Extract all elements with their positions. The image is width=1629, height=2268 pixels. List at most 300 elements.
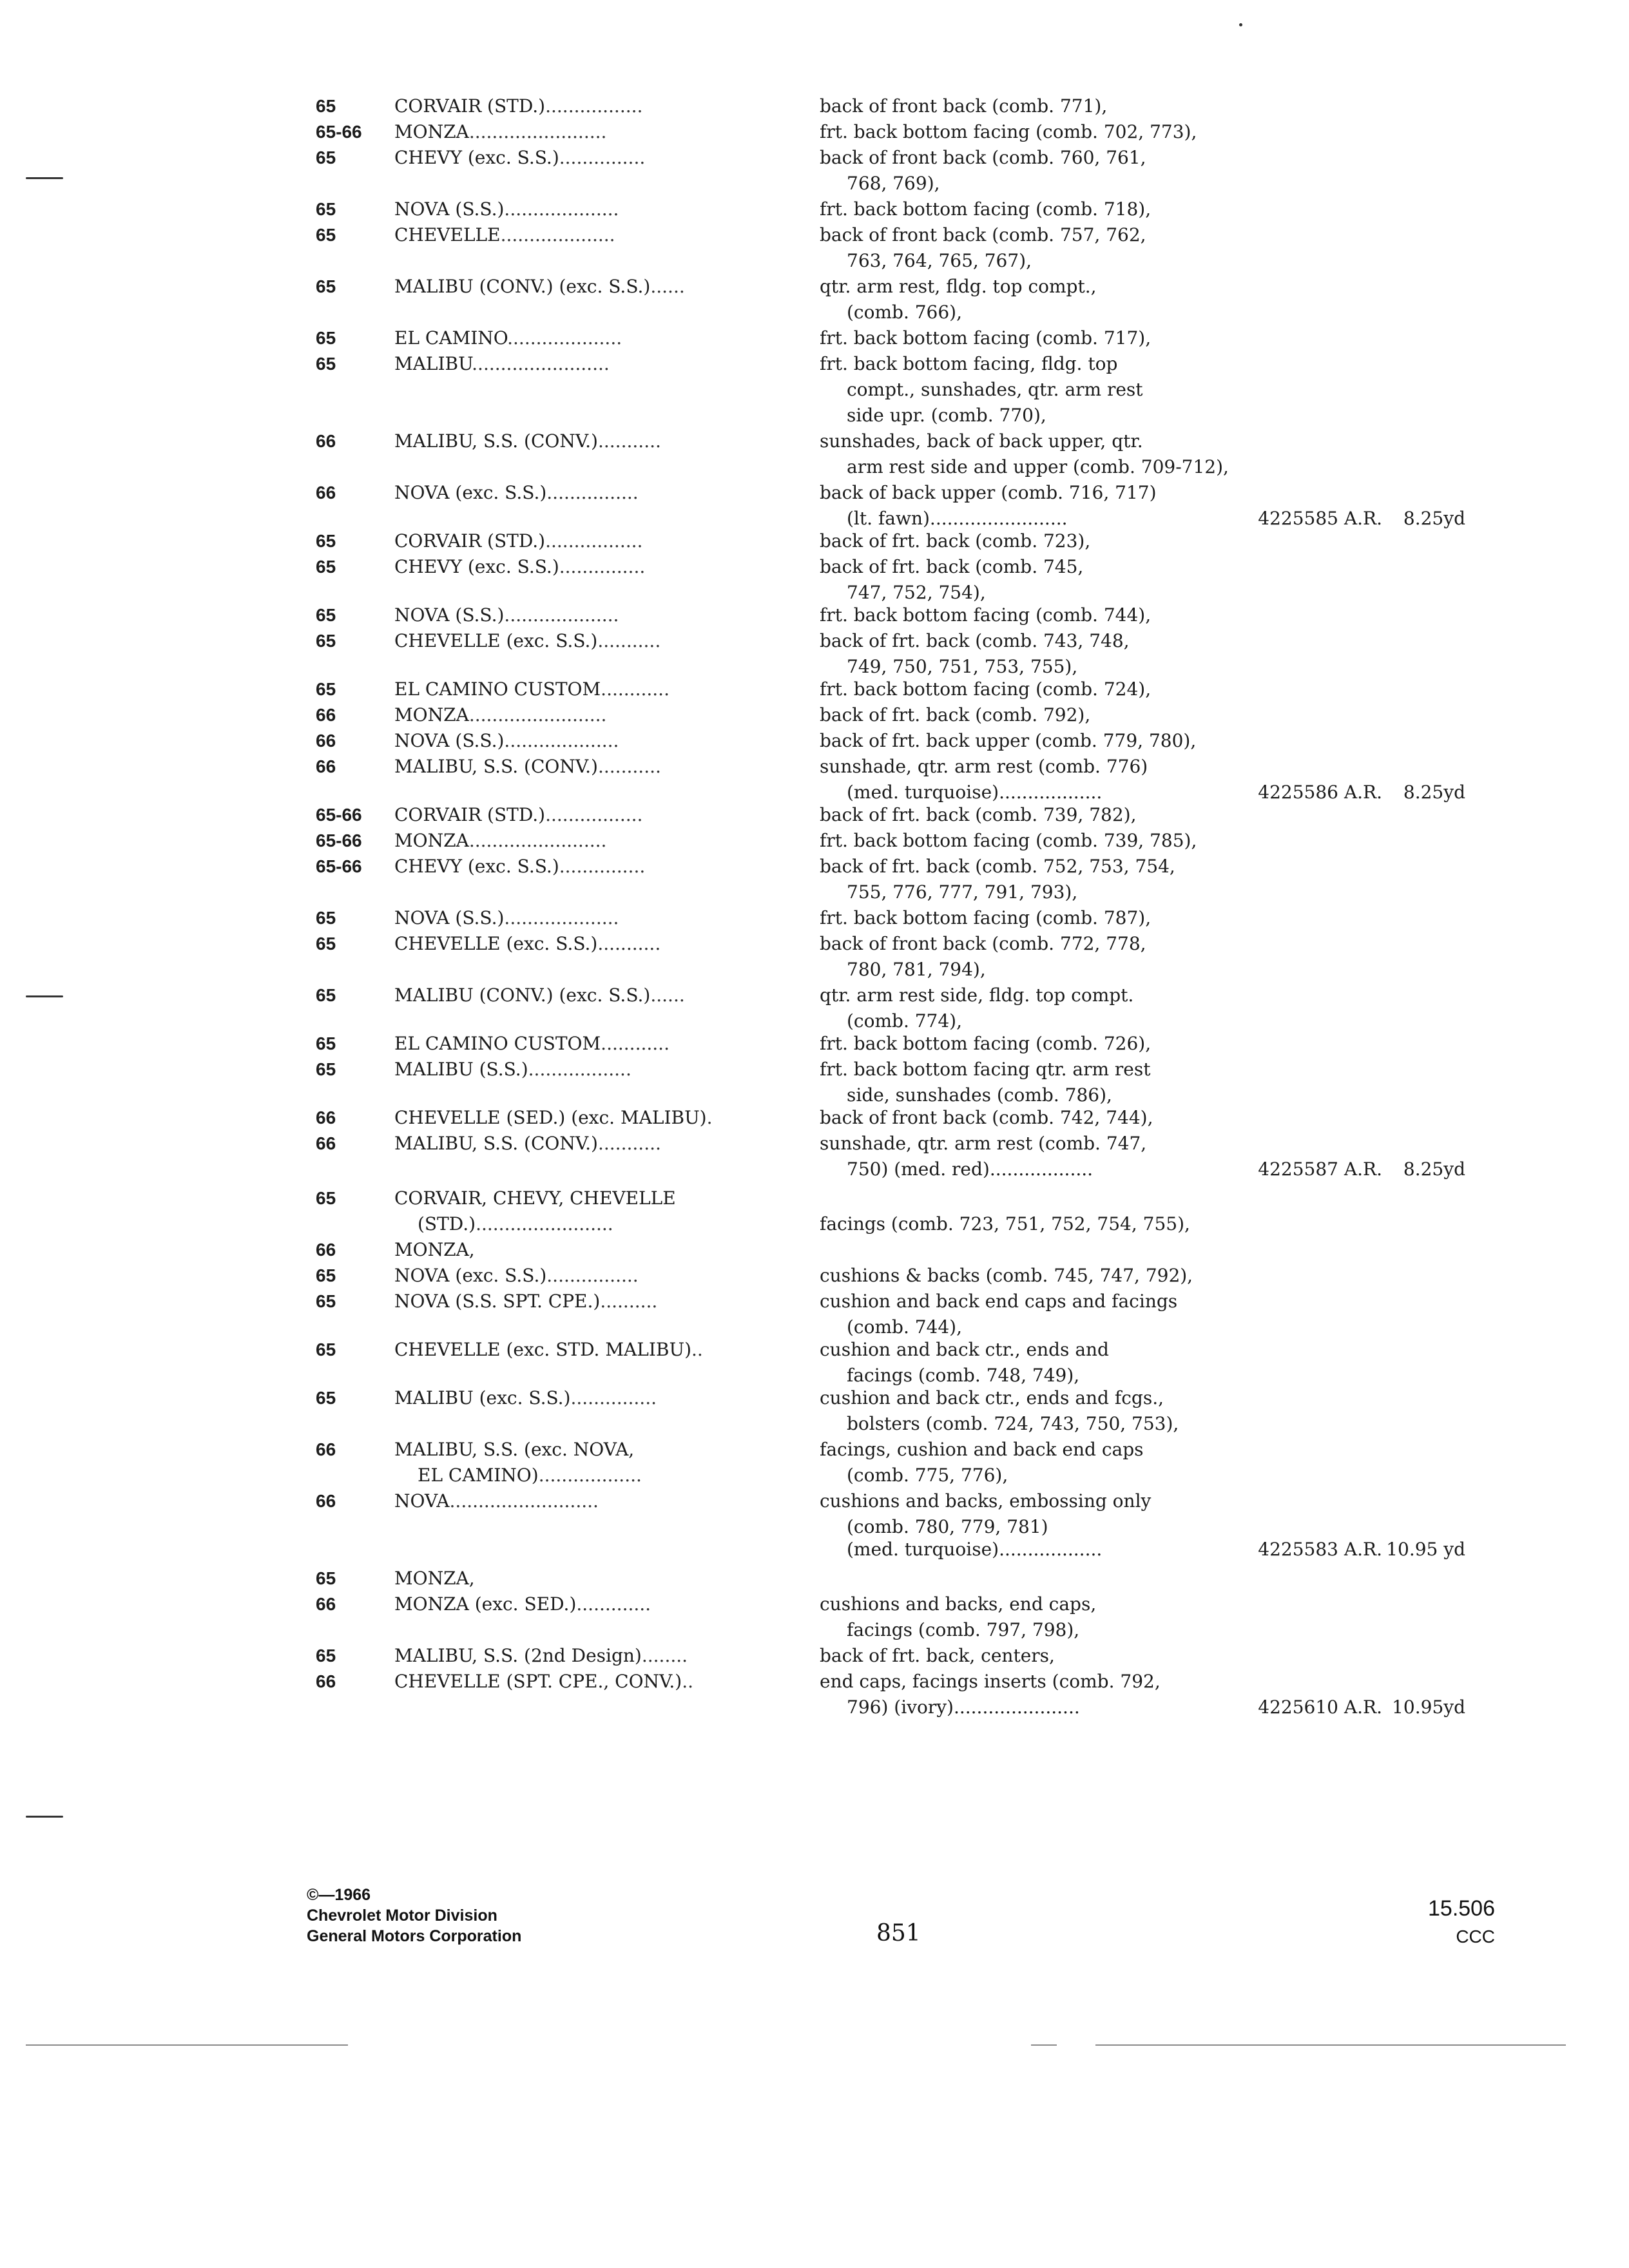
part-description [847, 1514, 1245, 1540]
model-year [316, 854, 393, 879]
description-text: frt. back bottom facing (comb. 744), [820, 604, 1152, 626]
part-description [847, 780, 1245, 805]
leader-dots: . [706, 1107, 713, 1128]
description-text: qtr. arm rest, fldg. top compt., [820, 276, 1097, 297]
model-year [316, 1591, 393, 1617]
model-name [394, 905, 763, 931]
model-text: (STD.) [418, 1213, 476, 1235]
leader-dots: ........... [597, 756, 661, 777]
model-text: MONZA [394, 121, 469, 142]
part-description [820, 1031, 1245, 1057]
leader-dots: ........................ [472, 353, 610, 374]
model-text: NOVA (S.S.) [394, 907, 505, 928]
part-description [847, 580, 1245, 606]
leader-dots: ............ [601, 1033, 670, 1054]
model-text: MALIBU, S.S. (CONV.) [394, 430, 598, 452]
model-text: CHEVELLE [394, 224, 501, 245]
model-text: NOVA (S.S.) [394, 604, 505, 626]
part-description [820, 1337, 1245, 1363]
quantity-text: 8.25yd [1403, 1158, 1465, 1180]
part-description [820, 628, 1245, 654]
leader-dots: .................... [504, 907, 619, 928]
model-text: MALIBU, S.S. (CONV.) [394, 756, 598, 777]
model-year [316, 351, 393, 377]
part-number [1234, 780, 1382, 805]
model-year [316, 325, 393, 351]
corporation-name: General Motors Corporation [307, 1927, 522, 1945]
model-name [394, 628, 763, 654]
model-text: CORVAIR (STD.) [394, 530, 546, 552]
description-text: back of front back (comb. 771), [820, 95, 1108, 117]
part-description [847, 1695, 1245, 1720]
year-text: 66 [316, 1240, 336, 1260]
year-text: 66 [316, 705, 336, 725]
year-text: 65 [316, 1646, 336, 1666]
model-name [394, 1186, 763, 1211]
bottom-rule [1095, 2044, 1566, 2046]
part-description [820, 602, 1245, 628]
leader-dots: .......................... [449, 1490, 599, 1512]
model-year [316, 428, 393, 454]
model-year [316, 702, 393, 728]
model-year [316, 1488, 393, 1514]
year-text: 65-66 [316, 805, 362, 825]
part-description [847, 454, 1245, 480]
description-text: (comb. 780, 779, 781) [847, 1516, 1048, 1537]
description-text: (comb. 744), [847, 1316, 963, 1338]
description-text: 749, 750, 751, 753, 755), [847, 656, 1078, 677]
description-text: (comb. 775, 776), [847, 1465, 1008, 1486]
leader-dots: ............... [559, 147, 646, 168]
model-name [394, 702, 763, 728]
part-description [847, 1314, 1245, 1340]
leader-dots: ...... [650, 276, 685, 297]
model-text: MONZA [394, 830, 469, 851]
year-text: 65 [316, 531, 336, 551]
leader-dots: ........ [641, 1645, 688, 1666]
model-name [394, 1337, 763, 1363]
bottom-rule [26, 2044, 348, 2046]
description-text: (lt. fawn)........................ [847, 508, 1068, 529]
model-year [316, 1669, 393, 1695]
year-text: 65 [316, 148, 336, 168]
model-name [394, 1105, 763, 1131]
part-description [820, 1057, 1245, 1082]
description-text: back of frt. back (comb. 745, [820, 556, 1084, 577]
model-year [316, 1263, 393, 1289]
description-text: cushion and back ctr., ends and [820, 1339, 1109, 1360]
model-text: CHEVELLE (exc. STD. MALIBU) [394, 1339, 691, 1360]
year-text: 65 [316, 276, 336, 296]
model-year [316, 802, 393, 828]
part-description [820, 554, 1245, 580]
description-text: facings (comb. 797, 798), [847, 1619, 1080, 1640]
model-year [316, 528, 393, 554]
leader-dots: ........................ [476, 1213, 613, 1235]
model-text: CHEVELLE (exc. S.S.) [394, 630, 598, 651]
year-text: 66 [316, 1491, 336, 1511]
model-name [418, 1211, 786, 1237]
model-text: CHEVELLE (SED.) (exc. MALIBU) [394, 1107, 707, 1128]
model-year [316, 931, 393, 957]
model-name [394, 554, 763, 580]
part-description [820, 93, 1245, 119]
year-text: 65 [316, 631, 336, 651]
part-description [847, 300, 1245, 325]
description-text: 780, 781, 794), [847, 959, 986, 980]
description-text: cushion and back ctr., ends and fcgs., [820, 1387, 1164, 1408]
publisher-block [307, 1885, 521, 1946]
model-text: NOVA (S.S. SPT. CPE.) [394, 1291, 601, 1312]
model-name [394, 1031, 763, 1057]
part-description [820, 1669, 1245, 1695]
model-text: MALIBU (exc. S.S.) [394, 1387, 571, 1408]
model-text: EL CAMINO CUSTOM [394, 1033, 601, 1054]
part-description [820, 145, 1245, 171]
part-description [847, 1157, 1245, 1182]
year-text: 65-66 [316, 122, 362, 142]
leader-dots: .................... [500, 224, 615, 245]
leader-dots: ........................ [468, 704, 607, 726]
model-year [316, 1131, 393, 1157]
description-text: 755, 776, 777, 791, 793), [847, 881, 1078, 903]
model-text: CHEVELLE (SPT. CPE., CONV.) [394, 1671, 682, 1692]
description-text: 768, 769), [847, 173, 940, 194]
part-description [820, 854, 1245, 879]
description-text: back of back upper (comb. 716, 717) [820, 482, 1157, 503]
part-description [820, 119, 1245, 145]
leader-dots: ............. [576, 1593, 651, 1615]
year-text: 65 [316, 679, 336, 699]
part-description [820, 1488, 1245, 1514]
model-text: EL CAMINO CUSTOM [394, 678, 601, 700]
year-text: 66 [316, 1108, 336, 1128]
part-number [1234, 1537, 1382, 1562]
quantity-text: 10.95yd [1392, 1696, 1465, 1718]
part-description [847, 1617, 1245, 1643]
year-text: 65 [316, 1568, 336, 1588]
description-text: frt. back bottom facing (comb. 702, 773), [820, 121, 1197, 142]
description-text: back of frt. back (comb. 739, 782), [820, 804, 1137, 825]
part-description [820, 905, 1245, 931]
model-year [316, 222, 393, 248]
part-number-text: 4225583 A.R. [1258, 1539, 1382, 1560]
leader-dots: .................... [504, 730, 619, 751]
description-text: back of front back (comb. 772, 778, [820, 933, 1146, 954]
model-text: CHEVY (exc. S.S.) [394, 147, 559, 168]
model-text: NOVA (S.S.) [394, 198, 505, 220]
year-text: 65 [316, 96, 336, 116]
division-name: Chevrolet Motor Division [307, 1907, 497, 1925]
model-name [394, 1263, 763, 1289]
model-year [316, 1186, 393, 1211]
model-name [394, 1591, 763, 1617]
part-number [1234, 506, 1382, 532]
description-text: back of frt. back, centers, [820, 1645, 1055, 1666]
model-text: MALIBU, S.S. (2nd Design) [394, 1645, 642, 1666]
description-text: frt. back bottom facing (comb. 718), [820, 198, 1152, 220]
leader-dots: .. [682, 1671, 694, 1692]
description-text: (med. turquoise).................. [847, 782, 1103, 803]
model-name [394, 325, 763, 351]
model-year [316, 1566, 393, 1591]
model-name [394, 983, 763, 1008]
part-description [820, 1105, 1245, 1131]
description-text: side, sunshades (comb. 786), [847, 1084, 1112, 1106]
model-year [316, 145, 393, 171]
year-text: 65 [316, 985, 336, 1005]
model-year [316, 119, 393, 145]
year-text: 66 [316, 1439, 336, 1459]
model-text: MONZA, [394, 1239, 475, 1260]
leader-dots: ........... [597, 1133, 661, 1154]
model-year [316, 93, 393, 119]
model-name [394, 1057, 763, 1082]
model-name [394, 1669, 763, 1695]
quantity [1384, 780, 1465, 805]
year-text: 65 [316, 1388, 336, 1408]
part-description [820, 754, 1245, 780]
part-description [820, 222, 1245, 248]
description-text: sunshade, qtr. arm rest (comb. 776) [820, 756, 1148, 777]
year-text: 65 [316, 908, 336, 928]
section-block [1392, 1894, 1495, 1951]
part-description [820, 983, 1245, 1008]
leader-dots: .................. [538, 1465, 642, 1486]
model-name [394, 754, 763, 780]
quantity-text: 8.25yd [1403, 782, 1465, 803]
leader-dots: ................ [546, 1265, 639, 1286]
model-name [394, 1237, 763, 1263]
year-text: 66 [316, 1671, 336, 1691]
quantity-text: 8.25yd [1403, 508, 1465, 529]
year-text: 66 [316, 431, 336, 451]
year-text: 65 [316, 354, 336, 374]
model-text: MONZA, [394, 1568, 475, 1589]
part-description [847, 171, 1245, 197]
part-description [820, 325, 1245, 351]
description-text: back of frt. back upper (comb. 779, 780), [820, 730, 1197, 751]
description-text: (med. turquoise).................. [847, 1539, 1103, 1560]
description-text: facings (comb. 723, 751, 752, 754, 755), [820, 1213, 1190, 1235]
description-text: frt. back bottom facing (comb. 787), [820, 907, 1152, 928]
description-text: frt. back bottom facing (comb. 739, 785), [820, 830, 1197, 851]
leader-dots: ........... [597, 630, 661, 651]
model-text: MONZA [394, 704, 469, 726]
model-year [316, 728, 393, 754]
description-text: frt. back bottom facing (comb. 726), [820, 1033, 1152, 1054]
section-code: CCC [1456, 1927, 1495, 1946]
description-text: frt. back bottom facing (comb. 724), [820, 678, 1152, 700]
part-number-text: 4225585 A.R. [1258, 508, 1382, 529]
model-text: CHEVELLE (exc. S.S.) [394, 933, 598, 954]
description-text: bolsters (comb. 724, 743, 750, 753), [847, 1413, 1179, 1434]
leader-dots: ........... [597, 933, 661, 954]
part-description [820, 351, 1245, 377]
part-number-text: 4225587 A.R. [1258, 1158, 1382, 1180]
part-description [847, 1008, 1245, 1034]
part-description [820, 828, 1245, 854]
leader-dots: ................ [546, 482, 639, 503]
model-year [316, 1289, 393, 1314]
model-text: MONZA (exc. SED.) [394, 1593, 577, 1615]
description-text: frt. back bottom facing (comb. 717), [820, 327, 1152, 349]
year-text: 65 [316, 199, 336, 219]
description-text: (comb. 766), [847, 302, 963, 323]
part-description [820, 1131, 1245, 1157]
part-description [820, 1289, 1245, 1314]
description-text: 747, 752, 754), [847, 582, 986, 603]
description-text: back of frt. back (comb. 752, 753, 754, [820, 856, 1175, 877]
part-description [820, 528, 1245, 554]
part-description [847, 1411, 1245, 1437]
part-description [820, 480, 1245, 506]
part-description [847, 957, 1245, 983]
model-name [394, 728, 763, 754]
model-text: MALIBU (CONV.) (exc. S.S.) [394, 985, 651, 1006]
year-text: 65 [316, 328, 336, 348]
model-text: MALIBU (CONV.) (exc. S.S.) [394, 276, 651, 297]
part-number [1234, 1157, 1382, 1182]
model-name [394, 828, 763, 854]
leader-dots: .. [691, 1339, 703, 1360]
model-name [394, 854, 763, 879]
description-text: compt., sunshades, qtr. arm rest [847, 379, 1143, 400]
part-description [820, 1437, 1245, 1463]
model-year [316, 828, 393, 854]
model-year [316, 602, 393, 628]
part-description [820, 1643, 1245, 1669]
leader-dots: ............... [559, 856, 646, 877]
part-description [847, 1082, 1245, 1108]
model-year [316, 1057, 393, 1082]
model-year [316, 274, 393, 300]
model-year [316, 1237, 393, 1263]
model-year [316, 480, 393, 506]
year-text: 65-66 [316, 831, 362, 850]
description-text: back of front back (comb. 757, 762, [820, 224, 1146, 245]
quantity [1384, 1157, 1465, 1182]
year-text: 65 [316, 1265, 336, 1285]
description-text: back of frt. back (comb. 723), [820, 530, 1091, 552]
model-name [394, 528, 763, 554]
model-name [394, 93, 763, 119]
leader-dots: ........... [597, 430, 661, 452]
description-text: end caps, facings inserts (comb. 792, [820, 1671, 1161, 1692]
description-text: side upr. (comb. 770), [847, 405, 1046, 426]
model-text: NOVA (S.S.) [394, 730, 505, 751]
year-text: 65 [316, 1059, 336, 1079]
part-description [820, 274, 1245, 300]
model-year [316, 628, 393, 654]
model-year [316, 1385, 393, 1411]
copyright: ©—1966 [307, 1886, 371, 1904]
model-name [394, 1131, 763, 1157]
model-name [394, 931, 763, 957]
part-number [1234, 1695, 1382, 1720]
model-text: NOVA (exc. S.S.) [394, 1265, 547, 1286]
part-description [820, 728, 1245, 754]
model-name [394, 197, 763, 222]
year-text: 65 [316, 557, 336, 577]
model-year [316, 197, 393, 222]
model-text: MALIBU (S.S.) [394, 1059, 528, 1080]
model-name [394, 1437, 763, 1463]
description-text: cushion and back end caps and facings [820, 1291, 1178, 1312]
description-text: facings, cushion and back end caps [820, 1439, 1144, 1460]
part-description [847, 879, 1245, 905]
part-description [820, 1263, 1245, 1289]
part-description [847, 248, 1245, 274]
year-text: 66 [316, 483, 336, 503]
model-year [316, 1337, 393, 1363]
model-name [394, 1385, 763, 1411]
part-description [820, 931, 1245, 957]
model-year [316, 1437, 393, 1463]
leader-dots: ........................ [468, 830, 607, 851]
leader-dots: .................... [507, 327, 622, 349]
description-text: facings (comb. 748, 749), [847, 1365, 1080, 1386]
leader-dots: ................. [545, 530, 643, 552]
part-description [820, 802, 1245, 828]
quantity [1384, 1537, 1465, 1562]
model-name [418, 1463, 786, 1488]
model-year [316, 677, 393, 702]
part-description [847, 1537, 1245, 1562]
part-description [847, 1363, 1245, 1389]
quantity-text: 10.95 yd [1386, 1539, 1465, 1560]
description-text: arm rest side and upper (comb. 709-712), [847, 456, 1229, 477]
model-text: CORVAIR (STD.) [394, 804, 546, 825]
model-name [394, 351, 763, 377]
description-text: cushions and backs, embossing only [820, 1490, 1152, 1512]
model-name [394, 428, 763, 454]
part-number-text: 4225586 A.R. [1258, 782, 1382, 803]
model-name [394, 1566, 763, 1591]
model-year [316, 1105, 393, 1131]
part-description [820, 1591, 1245, 1617]
year-text: 65 [316, 1340, 336, 1360]
model-name [394, 274, 763, 300]
model-text: NOVA [394, 1490, 450, 1512]
year-text: 65 [316, 1291, 336, 1311]
model-name [394, 802, 763, 828]
part-description [820, 702, 1245, 728]
part-description [820, 1211, 1245, 1237]
model-name [394, 1289, 763, 1314]
description-text: (comb. 774), [847, 1010, 963, 1032]
model-text: CORVAIR, CHEVY, CHEVELLE [394, 1187, 676, 1209]
bottom-rule [1031, 2044, 1057, 2046]
description-text: cushions and backs, end caps, [820, 1593, 1097, 1615]
description-text: qtr. arm rest side, fldg. top compt. [820, 985, 1134, 1006]
section-number: 15.506 [1428, 1896, 1495, 1921]
model-year [316, 1031, 393, 1057]
year-text: 65 [316, 1033, 336, 1053]
leader-dots: ............ [601, 678, 670, 700]
model-text: CHEVY (exc. S.S.) [394, 556, 559, 577]
model-year [316, 905, 393, 931]
part-description [820, 677, 1245, 702]
description-text: back of frt. back (comb. 743, 748, [820, 630, 1130, 651]
part-number-text: 4225610 A.R. [1258, 1696, 1382, 1718]
model-text: MALIBU [394, 353, 472, 374]
description-text: 763, 764, 765, 767), [847, 250, 1032, 271]
year-text: 65 [316, 605, 336, 625]
part-description [820, 197, 1245, 222]
model-text: CHEVY (exc. S.S.) [394, 856, 559, 877]
leader-dots: .................... [504, 604, 619, 626]
